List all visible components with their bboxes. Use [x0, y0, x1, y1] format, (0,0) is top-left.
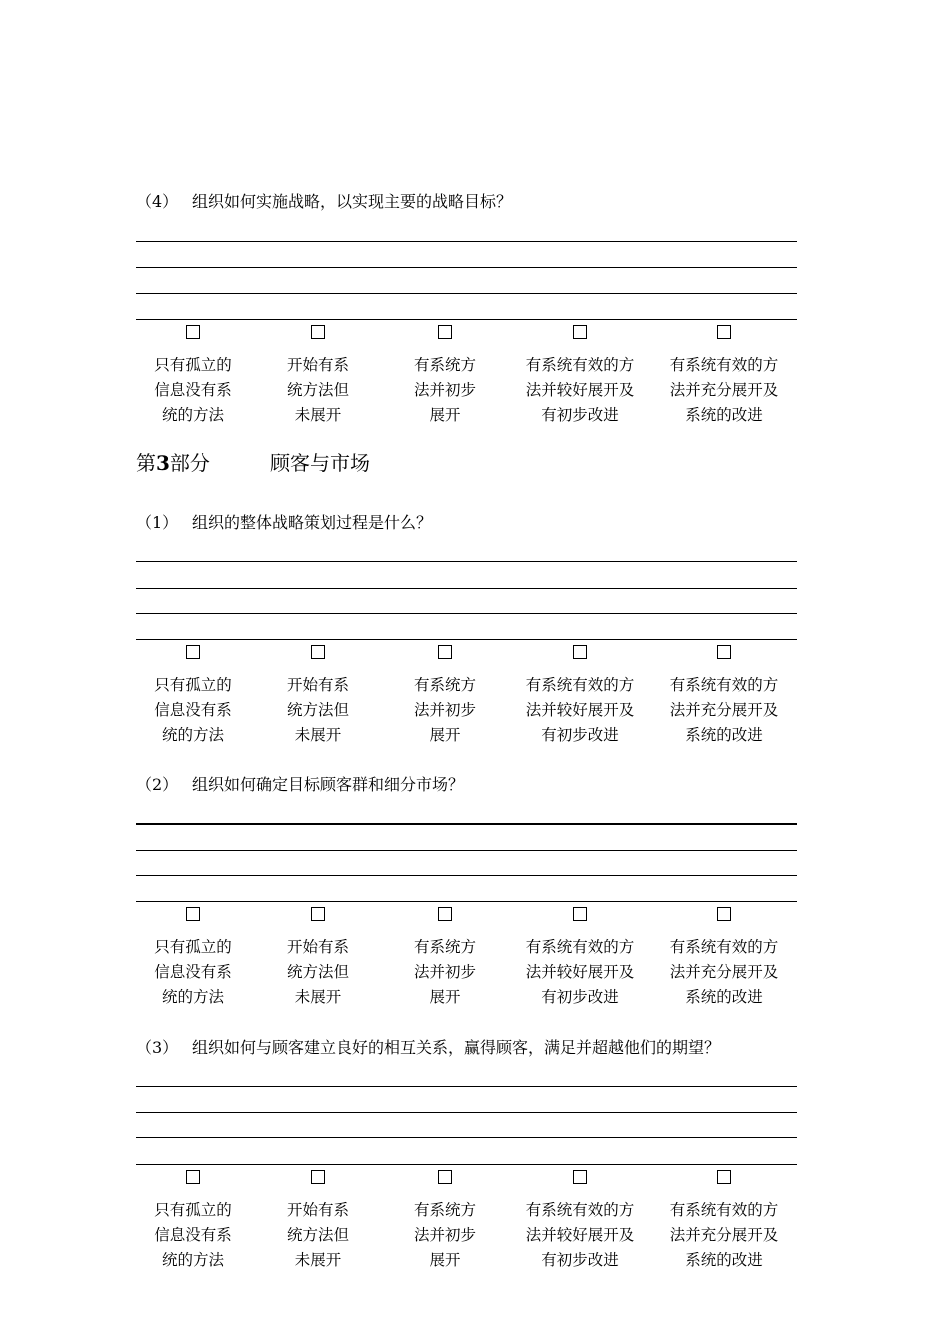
rating-option-label: 开始有系 统方法但 未展开 [286, 1201, 349, 1269]
checkbox[interactable] [311, 325, 325, 339]
rating-option-label: 只有孤立的 信息没有系 统的方法 [154, 1201, 232, 1269]
checkbox[interactable] [717, 1170, 731, 1184]
rating-option-label: 开始有系 统方法但 未展开 [286, 938, 349, 1006]
question-text [136, 775, 464, 795]
section-heading: 顾客与市场 [270, 451, 370, 475]
rating-option-3[interactable] [394, 907, 496, 1010]
rating-option-1[interactable] [136, 645, 250, 748]
answer-line[interactable] [136, 1086, 797, 1087]
checkbox[interactable] [311, 645, 325, 659]
rating-option-3[interactable] [394, 325, 496, 428]
answer-line[interactable] [136, 241, 797, 242]
rating-option-label: 开始有系 统方法但 未展开 [286, 676, 349, 744]
checkbox[interactable] [438, 907, 452, 921]
rating-option-3[interactable] [394, 1170, 496, 1273]
rating-option-1[interactable] [136, 907, 250, 1010]
section-suffix: 部分 [169, 451, 210, 475]
question-text [136, 513, 432, 533]
rating-option-1[interactable] [136, 325, 250, 428]
answer-line[interactable] [136, 319, 797, 320]
checkbox[interactable] [573, 645, 587, 659]
checkbox[interactable] [438, 325, 452, 339]
rating-option-5[interactable] [654, 1170, 794, 1273]
question-number: （1） [136, 513, 179, 532]
rating-option-label: 有系统方 法并初步 展开 [413, 676, 476, 744]
checkbox[interactable] [573, 1170, 587, 1184]
rating-option-label: 有系统方 法并初步 展开 [413, 1201, 476, 1269]
answer-line[interactable] [136, 293, 797, 294]
rating-option-label: 有系统有效的方 法并较好展开及 有初步改进 [525, 1201, 635, 1269]
answer-line[interactable] [136, 1112, 797, 1113]
rating-option-label: 只有孤立的 信息没有系 统的方法 [154, 676, 232, 744]
checkbox[interactable] [717, 645, 731, 659]
rating-option-label: 开始有系 统方法但 未展开 [286, 356, 349, 424]
rating-option-2[interactable] [265, 645, 371, 748]
rating-option-label: 只有孤立的 信息没有系 统的方法 [154, 938, 232, 1006]
checkbox[interactable] [573, 325, 587, 339]
question-text [136, 192, 512, 212]
rating-option-label: 有系统有效的方 法并充分展开及 系统的改进 [669, 676, 779, 744]
answer-line[interactable] [136, 1137, 797, 1138]
answer-line[interactable] [136, 588, 797, 589]
rating-option-3[interactable] [394, 645, 496, 748]
checkbox[interactable] [186, 907, 200, 921]
answer-line[interactable] [136, 823, 797, 825]
rating-option-2[interactable] [265, 907, 371, 1010]
rating-option-label: 有系统有效的方 法并充分展开及 系统的改进 [669, 1201, 779, 1269]
rating-option-label: 有系统有效的方 法并较好展开及 有初步改进 [525, 938, 635, 1006]
answer-line[interactable] [136, 875, 797, 876]
checkbox[interactable] [438, 1170, 452, 1184]
rating-option-5[interactable] [654, 907, 794, 1010]
checkbox[interactable] [573, 907, 587, 921]
section-prefix: 第 [136, 451, 156, 475]
checkbox[interactable] [311, 1170, 325, 1184]
rating-option-label: 有系统有效的方 法并充分展开及 系统的改进 [669, 356, 779, 424]
question-text [136, 1038, 720, 1058]
rating-option-2[interactable] [265, 325, 371, 428]
question-label: 组织如何实施战略，以实现主要的战略目标？ [192, 192, 513, 211]
rating-option-label: 有系统方 法并初步 展开 [413, 938, 476, 1006]
checkbox[interactable] [438, 645, 452, 659]
question-number: （4） [136, 192, 179, 211]
answer-line[interactable] [136, 267, 797, 268]
checkbox[interactable] [717, 907, 731, 921]
rating-option-5[interactable] [654, 325, 794, 428]
question-number: （2） [136, 775, 179, 794]
rating-option-4[interactable] [510, 907, 650, 1010]
rating-option-4[interactable] [510, 1170, 650, 1273]
question-label: 组织如何确定目标顾客群和细分市场？ [192, 775, 465, 794]
checkbox[interactable] [186, 645, 200, 659]
rating-option-4[interactable] [510, 325, 650, 428]
answer-line[interactable] [136, 1164, 797, 1165]
rating-option-2[interactable] [265, 1170, 371, 1273]
checkbox[interactable] [186, 1170, 200, 1184]
checkbox[interactable] [717, 325, 731, 339]
section-number: 3 [156, 451, 170, 475]
checkbox[interactable] [186, 325, 200, 339]
section-title [136, 450, 370, 476]
answer-line[interactable] [136, 850, 797, 851]
answer-line[interactable] [136, 901, 797, 902]
checkbox[interactable] [311, 907, 325, 921]
rating-option-5[interactable] [654, 645, 794, 748]
rating-option-label: 有系统方 法并初步 展开 [413, 356, 476, 424]
rating-option-label: 有系统有效的方 法并较好展开及 有初步改进 [525, 356, 635, 424]
rating-option-label: 有系统有效的方 法并充分展开及 系统的改进 [669, 938, 779, 1006]
question-label: 组织如何与顾客建立良好的相互关系，赢得顾客，满足并超越他们的期望？ [192, 1038, 721, 1057]
rating-option-1[interactable] [136, 1170, 250, 1273]
answer-line[interactable] [136, 561, 797, 562]
question-label: 组织的整体战略策划过程是什么？ [192, 513, 433, 532]
rating-option-label: 有系统有效的方 法并较好展开及 有初步改进 [525, 676, 635, 744]
answer-line[interactable] [136, 639, 797, 640]
rating-option-4[interactable] [510, 645, 650, 748]
question-number: （3） [136, 1038, 179, 1057]
answer-line[interactable] [136, 613, 797, 614]
rating-option-label: 只有孤立的 信息没有系 统的方法 [154, 356, 232, 424]
